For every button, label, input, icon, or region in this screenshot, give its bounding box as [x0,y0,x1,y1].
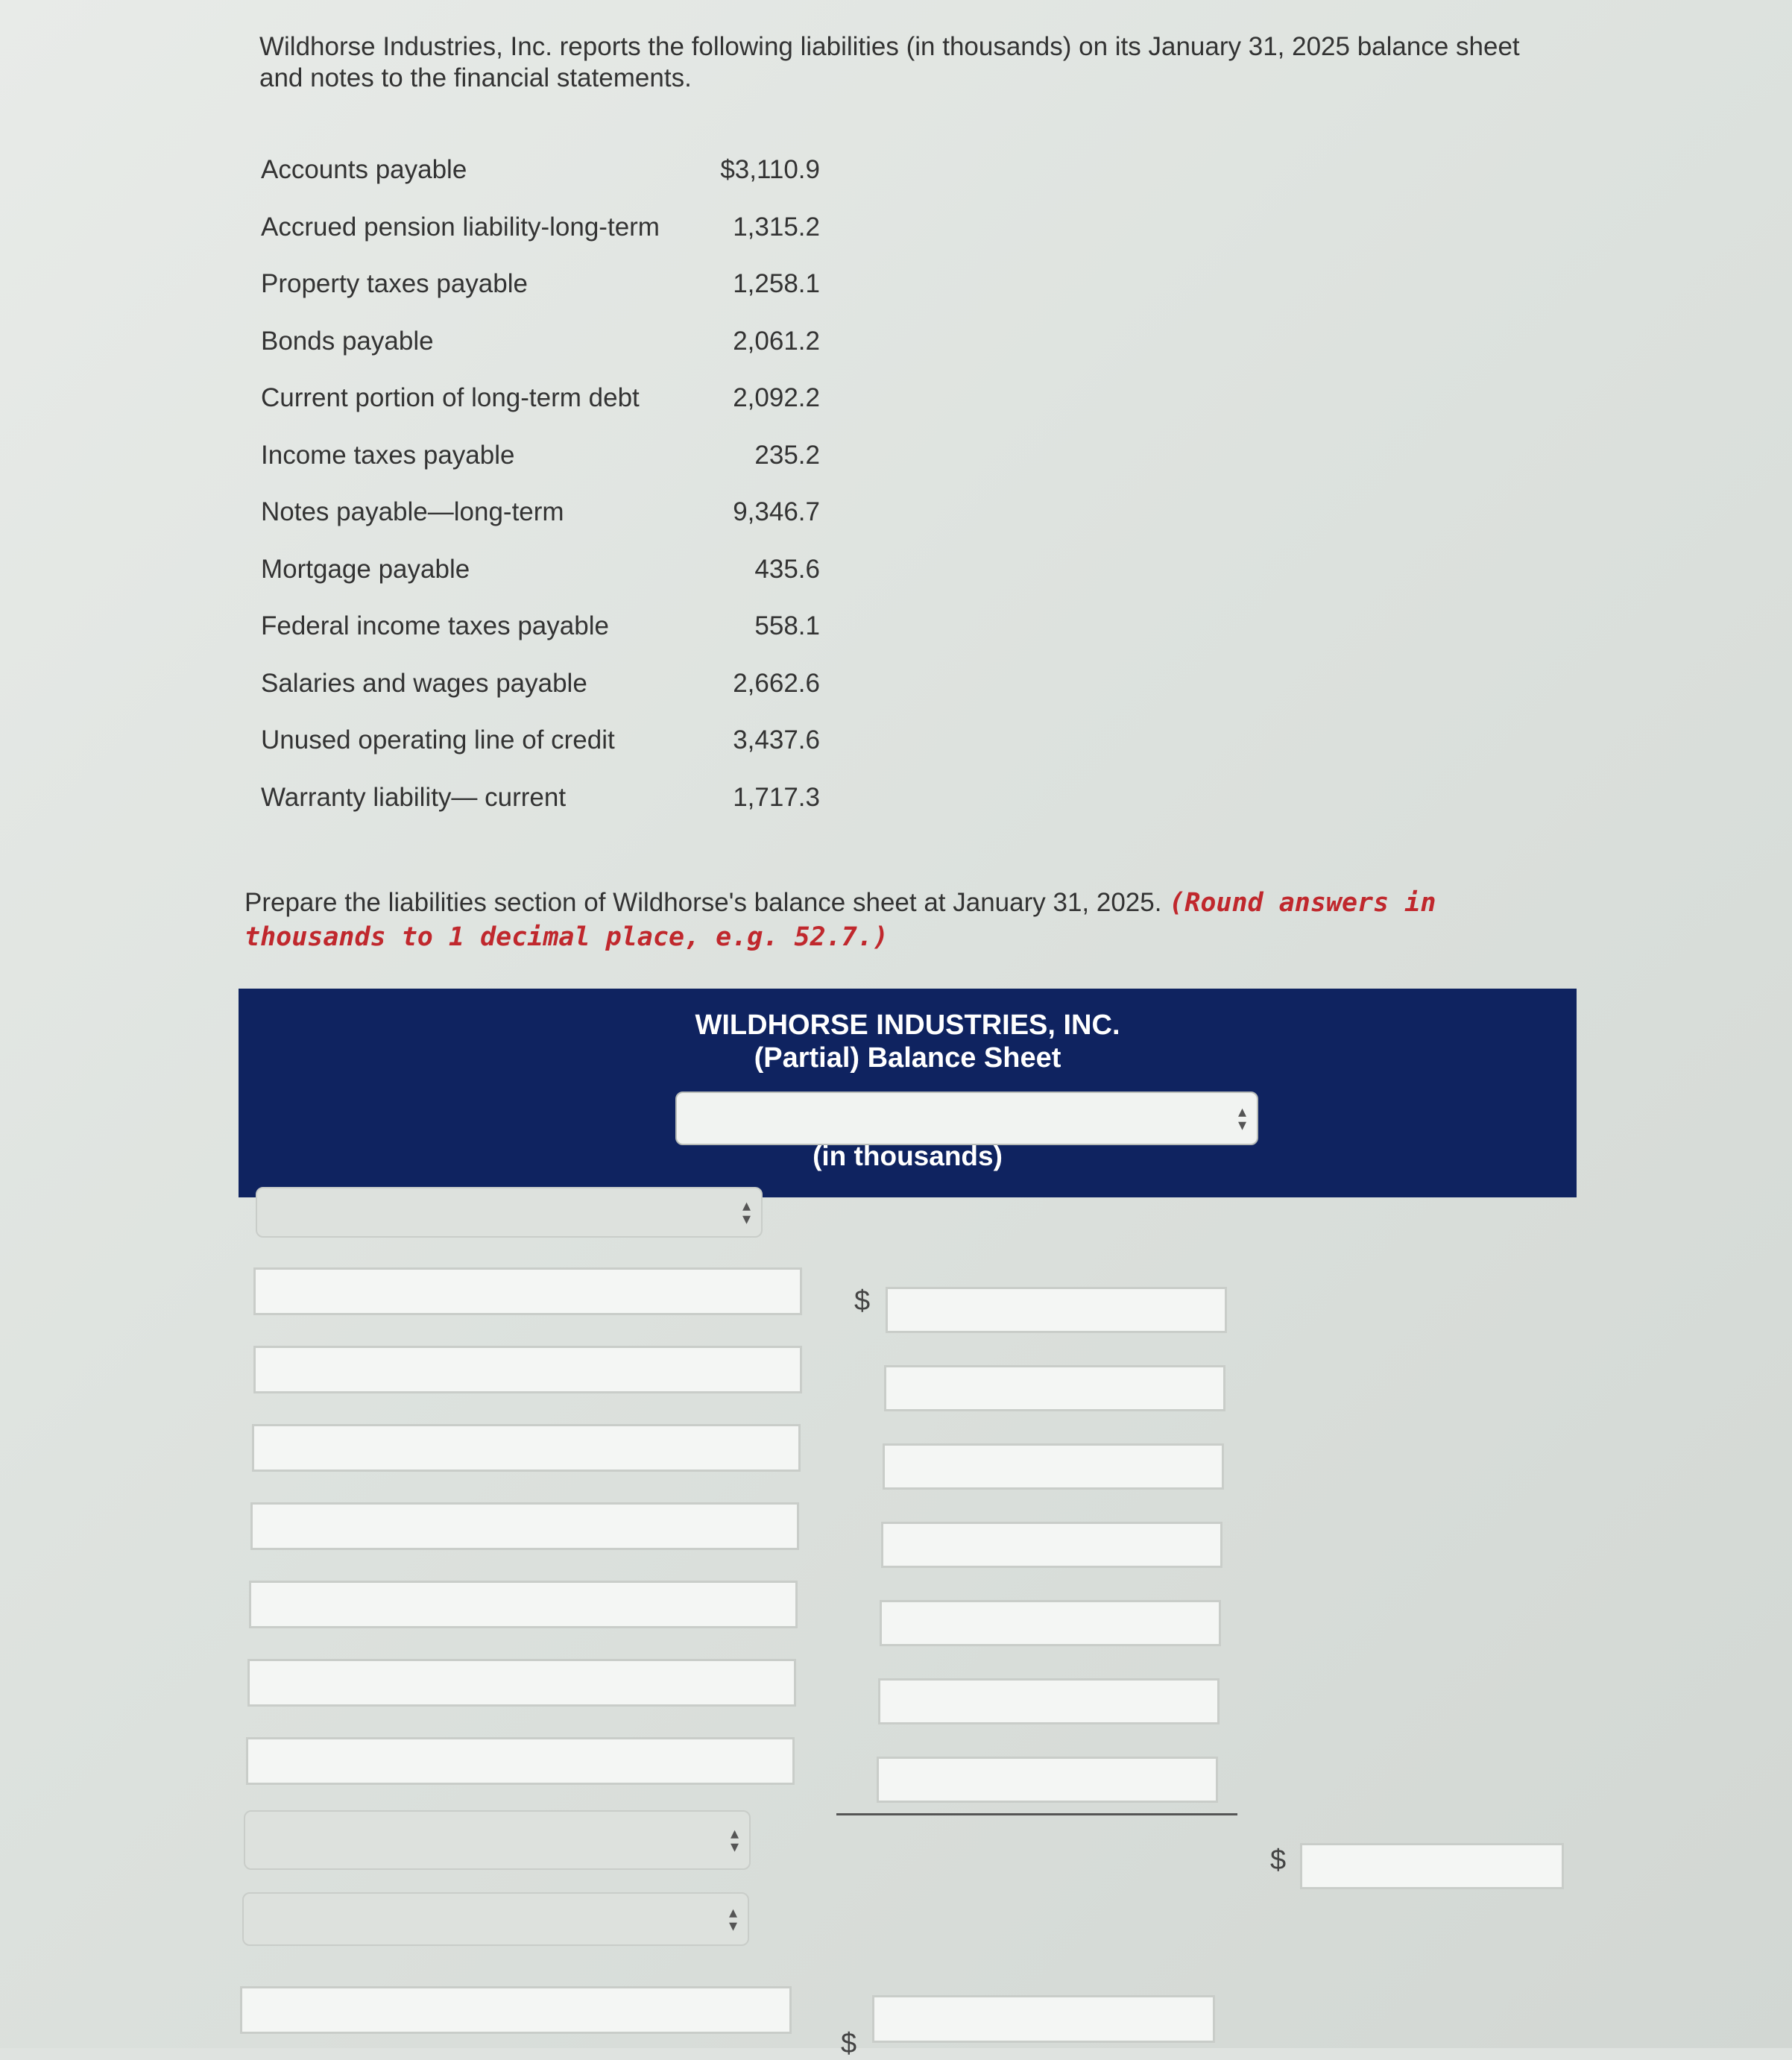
section-heading-select[interactable] [256,1187,763,1238]
amount-input[interactable] [878,1678,1220,1724]
liability-label: Accounts payable [261,155,467,185]
liability-label: Accrued pension liability-long-term [261,212,660,242]
liability-label: Mortgage payable [261,554,470,584]
list-item [261,199,820,256]
amount-input[interactable] [884,1365,1225,1411]
question-prompt [244,886,1571,954]
problem-intro: Wildhorse Industries, Inc. reports the following liabilities (in thousands) on its January 31, 2025 balance sheet and notes to the financial statements. [259,32,1520,92]
chevron-up-down-icon: ▴ ▾ [730,1824,739,1856]
amount-input[interactable] [880,1600,1221,1646]
amount-input[interactable] [883,1443,1224,1490]
list-item [261,598,820,655]
liability-label: Property taxes payable [261,269,528,299]
liability-label: Federal income taxes payable [261,611,609,641]
list-item [261,427,820,485]
account-name-input[interactable] [252,1424,801,1472]
account-name-input[interactable] [247,1659,796,1707]
liability-label: Income taxes payable [261,440,515,470]
list-item [261,712,820,769]
liability-amount: 2,061.2 [733,326,820,356]
liability-amount: 2,092.2 [733,383,820,413]
amount-input[interactable] [877,1757,1218,1803]
liability-amount: 1,717.3 [733,782,820,812]
statement-title: (Partial) Balance Sheet [754,1042,1061,1074]
prompt-text: Prepare the liabilities section of Wildhorse's balance sheet at January 31, 2025. [244,888,1170,917]
liability-label: Bonds payable [261,326,434,356]
account-name-input[interactable] [253,1346,802,1393]
liabilities-list [261,142,820,826]
total-label-select[interactable] [244,1810,751,1870]
liability-amount: 435.6 [754,554,820,584]
amount-input[interactable] [872,1995,1215,2043]
date-select[interactable] [675,1092,1258,1145]
amount-input[interactable] [881,1522,1222,1568]
liability-label: Salaries and wages payable [261,668,587,698]
units-label: (in thousands) [813,1141,1003,1171]
list-item [261,313,820,371]
account-name-input[interactable] [240,1986,792,2034]
liability-amount: 1,258.1 [733,269,820,299]
account-name-input[interactable] [253,1267,802,1315]
list-item [261,484,820,541]
list-item [261,541,820,599]
liability-label: Notes payable—long-term [261,497,564,527]
chevron-up-down-icon: ▴ ▾ [1237,1102,1246,1134]
liability-amount: 1,315.2 [733,212,820,242]
liability-amount: 9,346.7 [733,497,820,527]
account-name-input[interactable] [250,1502,799,1550]
liability-amount: 2,662.6 [733,668,820,698]
liability-amount: $3,110.9 [720,155,820,185]
list-item [261,370,820,427]
rounding-instruction: (Round answers in thousands to 1 decimal place, e.g. 52.7.) [244,888,1436,952]
amount-input[interactable] [886,1287,1227,1333]
list-item [261,256,820,313]
list-item [261,655,820,713]
account-name-input[interactable] [249,1581,798,1628]
section-heading-select-2[interactable] [242,1892,749,1946]
liability-label: Current portion of long-term debt [261,383,640,413]
chevron-up-down-icon: ▴ ▾ [728,1903,737,1935]
liability-label: Unused operating line of credit [261,725,615,755]
company-name: WILDHORSE INDUSTRIES, INC. [695,1009,1120,1041]
liability-amount: 558.1 [754,611,820,641]
balance-sheet-header [239,989,1577,1197]
subtotal-rule [836,1813,1237,1815]
dollar-sign: $ [1270,1845,1287,1876]
dollar-sign: $ [854,1285,871,1317]
total-amount-input[interactable] [1300,1843,1564,1889]
list-item [261,769,820,827]
liability-amount: 3,437.6 [733,725,820,755]
account-name-input[interactable] [246,1737,795,1785]
list-item [261,142,820,199]
liability-amount: 235.2 [754,440,820,470]
liability-label: Warranty liability— current [261,782,567,812]
chevron-up-down-icon: ▴ ▾ [742,1196,751,1228]
dollar-sign: $ [841,2028,857,2059]
